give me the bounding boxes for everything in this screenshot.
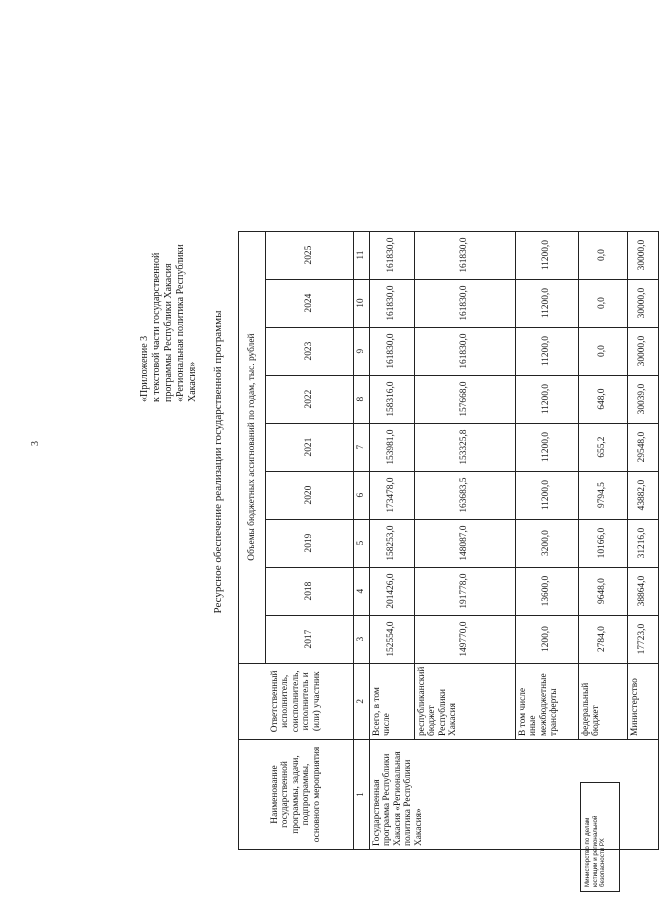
document-title: Ресурсное обеспечение реализации государственной программы (212, 310, 224, 614)
year-cell: 2022 (266, 375, 354, 423)
value-cell: 11200,0 (515, 423, 578, 471)
value-cell: 9648,0 (578, 567, 627, 615)
appendix-note (139, 244, 199, 402)
appendix-line: Хакасия» (187, 361, 198, 402)
column-number: 6 (354, 471, 370, 519)
value-cell: 11200,0 (515, 471, 578, 519)
value-cell: 30000,0 (627, 279, 658, 327)
rotated-page-content (112, 60, 648, 860)
row-label: В том числе иные межбюджетные трансферты (515, 663, 578, 739)
year-cell: 2023 (266, 327, 354, 375)
appendix-line: программы Республики Хакасия (163, 263, 174, 402)
row-label: федеральный бюджет (578, 663, 627, 739)
value-cell: 29548,0 (627, 423, 658, 471)
value-cell: 31216,0 (627, 519, 658, 567)
value-cell: 191778,0 (414, 567, 515, 615)
value-cell: 161830,0 (414, 231, 515, 279)
appendix-line: «Приложение 3 (139, 335, 150, 402)
header-row (239, 231, 266, 849)
value-cell: 148087,0 (414, 519, 515, 567)
header-name: Наименование государственной программы, задачи, подпрограммы, основного мероприятия (239, 740, 354, 850)
year-cell: 2018 (266, 567, 354, 615)
year-cell: 2024 (266, 279, 354, 327)
value-cell: 2784,0 (578, 615, 627, 663)
column-number: 2 (354, 663, 370, 739)
year-cell: 2025 (266, 231, 354, 279)
resource-table (238, 231, 659, 850)
value-cell: 153981,0 (369, 423, 414, 471)
appendix-line: к текстовой части государственной (151, 252, 162, 402)
value-cell: 153325,8 (414, 423, 515, 471)
value-cell: 3200,0 (515, 519, 578, 567)
header-volumes: Объемы бюджетных ассигнований по годам, тыс. рублей (239, 231, 266, 663)
value-cell: 0,0 (578, 231, 627, 279)
year-cell: 2021 (266, 423, 354, 471)
value-cell: 13600,0 (515, 567, 578, 615)
column-number: 1 (354, 740, 370, 850)
value-cell: 149770,0 (414, 615, 515, 663)
value-cell: 161830,0 (414, 327, 515, 375)
value-cell: 11200,0 (515, 375, 578, 423)
value-cell: 161830,0 (369, 231, 414, 279)
column-number: 9 (354, 327, 370, 375)
value-cell: 30000,0 (627, 231, 658, 279)
value-cell: 10166,0 (578, 519, 627, 567)
column-number: 4 (354, 567, 370, 615)
year-cell: 2020 (266, 471, 354, 519)
value-cell: 11200,0 (515, 327, 578, 375)
program-name-cell: Государственная программа Республики Хакасия «Региональная политика Республики Хакасия» (369, 740, 658, 850)
year-cell: 2017 (266, 615, 354, 663)
value-cell: 11200,0 (515, 279, 578, 327)
stamp-line: юстиции и региональной (591, 815, 599, 887)
value-cell: 655,2 (578, 423, 627, 471)
column-number: 8 (354, 375, 370, 423)
value-cell: 11200,0 (515, 231, 578, 279)
header-executor: Ответственный исполнитель, соисполнитель, исполнитель и (или) участник (239, 663, 354, 739)
value-cell: 163683,5 (414, 471, 515, 519)
appendix-line: «Региональная политика Республики (175, 244, 186, 402)
value-cell: 30039,0 (627, 375, 658, 423)
table-row (369, 231, 414, 849)
page-number: 3 (30, 441, 41, 446)
row-label: республиканский бюджет Республики Хакасия (414, 663, 515, 739)
column-number: 11 (354, 231, 370, 279)
column-number-row (354, 231, 370, 849)
value-cell: 17723,0 (627, 615, 658, 663)
value-cell: 648,0 (578, 375, 627, 423)
column-number: 3 (354, 615, 370, 663)
stamp-line: безопасности РХ (599, 838, 606, 887)
value-cell: 161830,0 (369, 327, 414, 375)
value-cell: 0,0 (578, 327, 627, 375)
value-cell: 201426,0 (369, 567, 414, 615)
value-cell: 30000,0 (627, 327, 658, 375)
value-cell: 161830,0 (414, 279, 515, 327)
column-number: 5 (354, 519, 370, 567)
value-cell: 157668,0 (414, 375, 515, 423)
column-number: 10 (354, 279, 370, 327)
value-cell: 158316,0 (369, 375, 414, 423)
row-label: Всего, в том числе (369, 663, 414, 739)
value-cell: 9794,5 (578, 471, 627, 519)
value-cell: 152554,0 (369, 615, 414, 663)
value-cell: 161830,0 (369, 279, 414, 327)
ministry-stamp (580, 782, 620, 892)
value-cell: 173478,0 (369, 471, 414, 519)
value-cell: 43882,0 (627, 471, 658, 519)
value-cell: 0,0 (578, 279, 627, 327)
value-cell: 38864,0 (627, 567, 658, 615)
value-cell: 158253,0 (369, 519, 414, 567)
year-cell: 2019 (266, 519, 354, 567)
column-number: 7 (354, 423, 370, 471)
stamp-line: Министерство по делам (584, 817, 591, 887)
row-label: Министерство (627, 663, 658, 739)
value-cell: 1200,0 (515, 615, 578, 663)
